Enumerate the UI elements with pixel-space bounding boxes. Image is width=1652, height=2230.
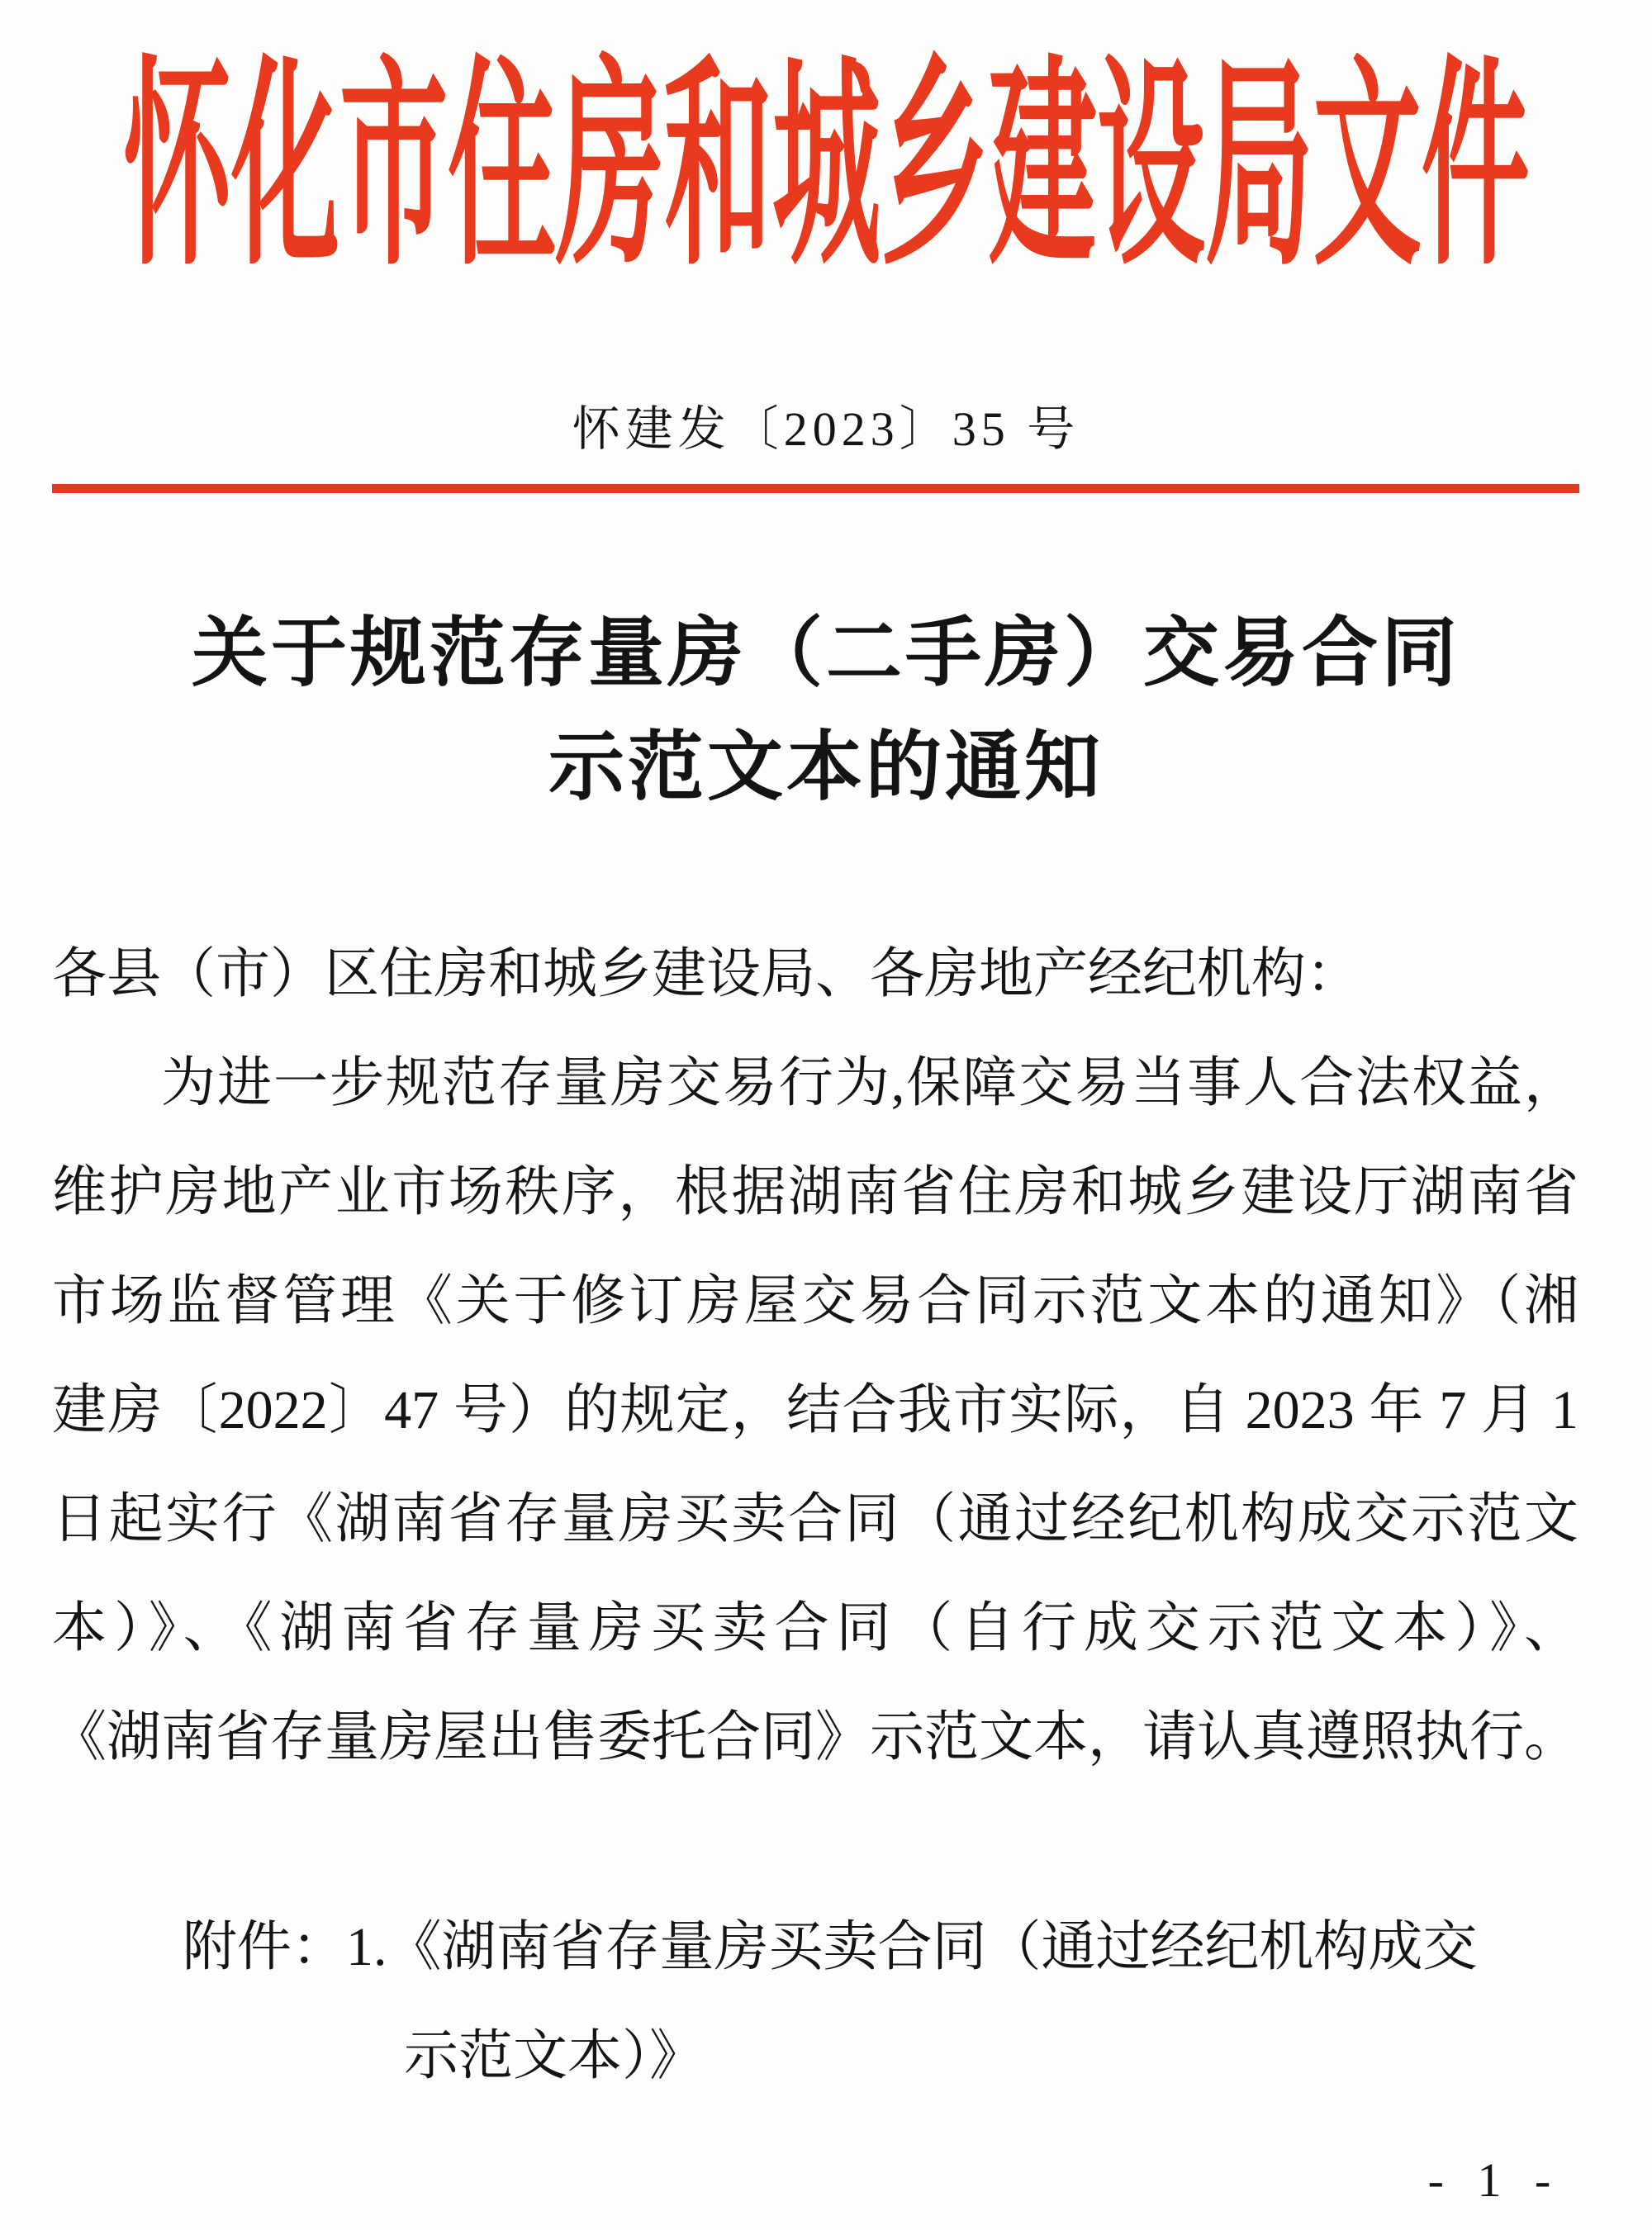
title-line-2: 示范文本的通知 <box>548 725 1104 809</box>
attachment-line-2: 示范文本）》 <box>404 2026 704 2086</box>
document-title <box>0 596 1652 824</box>
red-letterhead <box>0 0 1652 294</box>
attachment-list <box>52 1893 1578 2111</box>
org-title-text: 怀化市住房和城乡建设局文件 <box>122 46 1530 292</box>
paragraph-line-6: 本）》、《湖南省存量房买卖合同（自行成交示范文本）》、 <box>52 1598 1578 1658</box>
paragraph-line-5: 日起实行《湖南省存量房买卖合同（通过经纪机构成交示范文 <box>52 1489 1578 1549</box>
document-number: 怀建发〔2023〕35 号 <box>572 402 1080 456</box>
paragraph-line-4: 建房〔2022〕47 号）的规定，结合我市实际，自 2023 年 7 月 1 <box>52 1380 1578 1440</box>
paragraph-line-1: 为进一步规范存量房交易行为,保障交易当事人合法权益， <box>161 1053 1578 1113</box>
attachment-line-1: 附件：1.《湖南省存量房买卖合同（通过经纪机构成交 <box>183 1917 1478 1977</box>
paragraph-line-3: 市场监督管理《关于修订房屋交易合同示范文本的通知》（湘 <box>52 1271 1578 1331</box>
paragraph-line-7: 《湖南省存量房屋出售委托合同》示范文本，请认真遵照执行。 <box>52 1707 1578 1767</box>
body-text <box>52 920 1578 1792</box>
title-line-1: 关于规范存量房（二手房）交易合同 <box>191 611 1460 695</box>
salutation-line: 各县（市）区住房和城乡建设局、各房地产经纪机构： <box>52 944 1360 1004</box>
paragraph-line-2: 维护房地产业市场秩序，根据湖南省住房和城乡建设厅湖南省 <box>52 1162 1578 1222</box>
red-divider-rule <box>52 484 1579 493</box>
page-number: - 1 - <box>1427 2153 1555 2207</box>
